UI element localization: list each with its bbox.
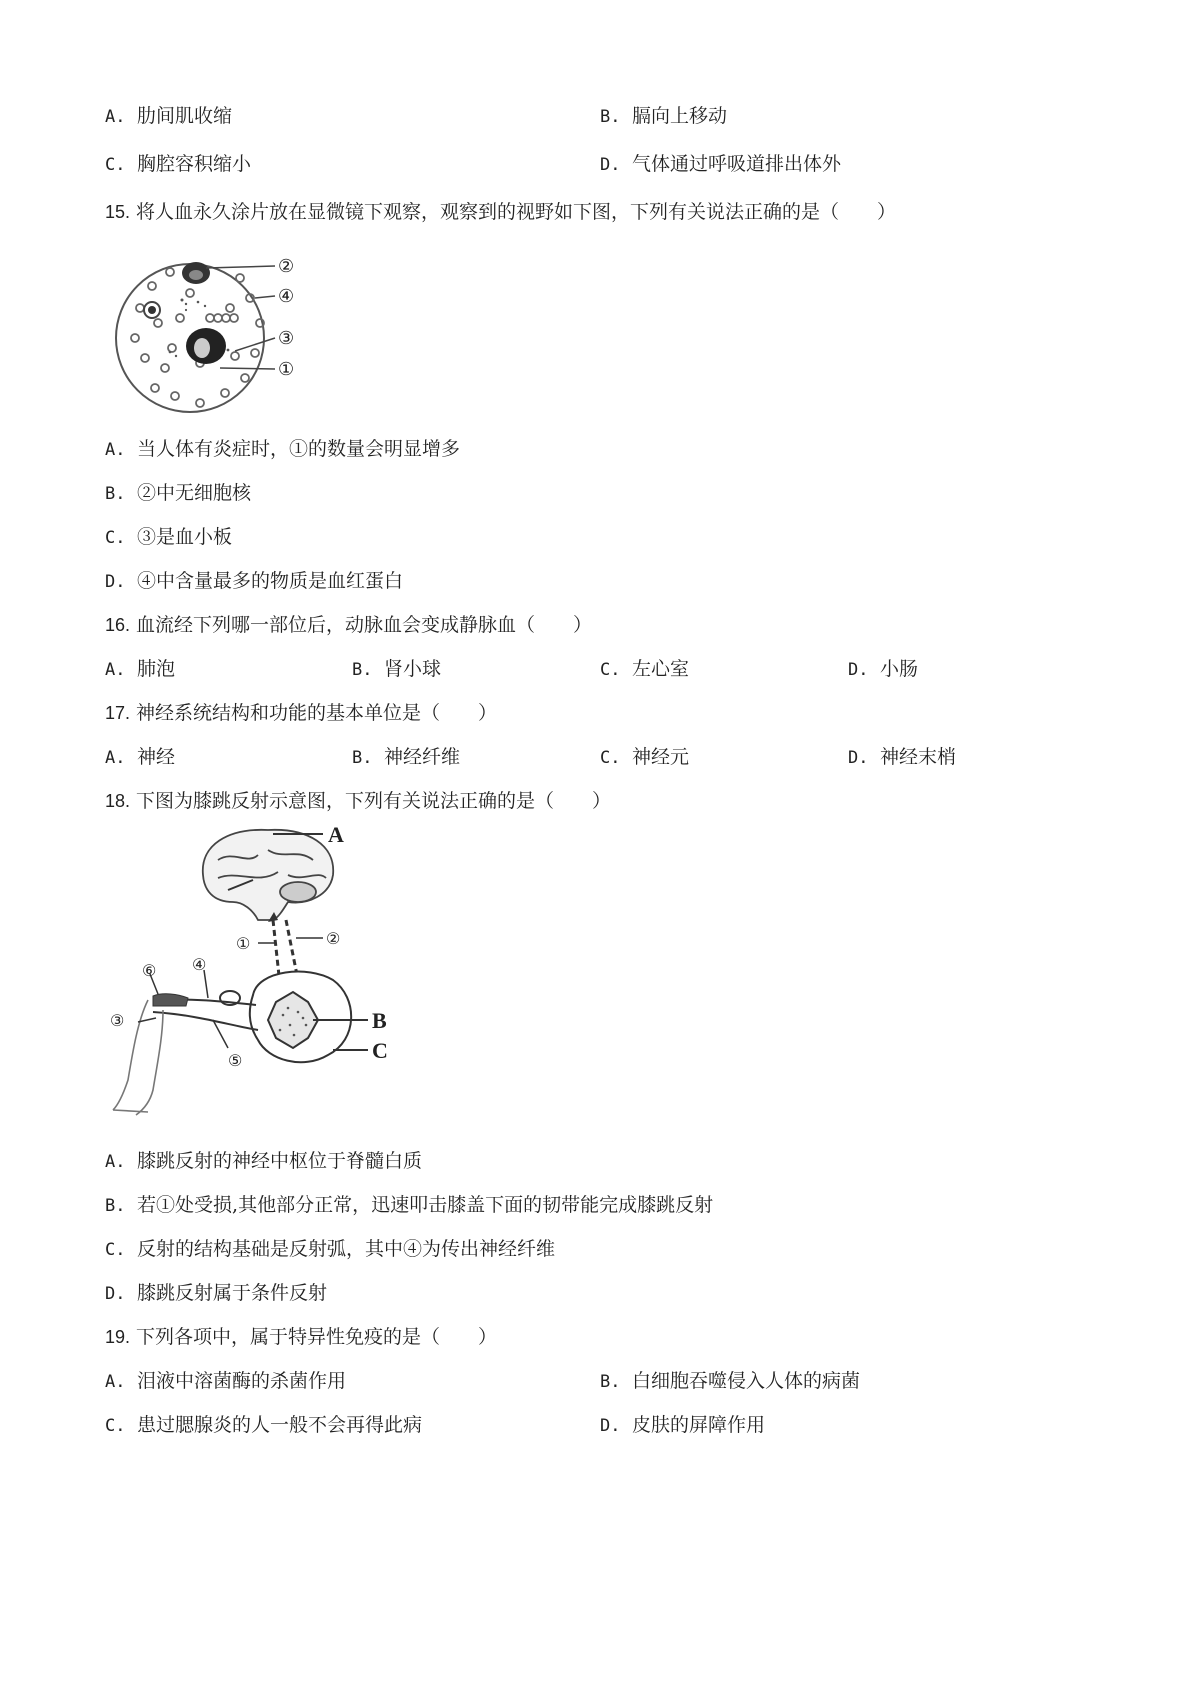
q15-option-c [105, 523, 232, 551]
label-n4: ④ [192, 957, 207, 974]
q17-option-b [352, 743, 460, 771]
option-letter: B. [600, 1372, 621, 1392]
option-letter: C. [600, 748, 621, 768]
label-1: ① [278, 359, 295, 379]
label-n2: ② [326, 931, 341, 948]
option-text: 若①处受损,其他部分正常，迅速叩击膝盖下面的韧带能完成膝跳反射 [137, 1194, 714, 1216]
question-text: 下列各项中，属于特异性免疫的是（ ） [136, 1326, 498, 1348]
option-letter: D. [600, 155, 621, 175]
spinal-cord [250, 972, 351, 1063]
q15-option-d [105, 567, 403, 595]
label-n5: ⑤ [228, 1053, 243, 1070]
brain [203, 830, 333, 920]
option-text: 肋间肌收缩 [137, 105, 233, 127]
q19-option-c [105, 1411, 422, 1439]
option-letter: C. [105, 155, 126, 175]
question-text: 血流经下列哪一部位后，动脉血会变成静脉血（ ） [136, 614, 593, 636]
label-A: A [328, 822, 344, 847]
q16-option-c [600, 655, 689, 683]
option-text: ③是血小板 [137, 526, 233, 548]
option-text: 当人体有炎症时，①的数量会明显增多 [137, 438, 461, 460]
option-letter: A. [105, 107, 126, 127]
q19-option-d [600, 1411, 765, 1439]
option-text: 白细胞吞噬侵入人体的病菌 [632, 1370, 861, 1392]
q17-option-d [848, 743, 956, 771]
q18-option-c [105, 1235, 555, 1263]
q14-option-d [600, 150, 841, 178]
option-text: 神经 [137, 746, 176, 768]
q19-stem [105, 1323, 497, 1351]
label-4: ④ [278, 286, 295, 306]
option-letter: C. [105, 1416, 126, 1436]
option-text: 膈向上移动 [632, 105, 728, 127]
q16-option-a [105, 655, 175, 683]
label-B: B [372, 1008, 387, 1033]
question-text: 下图为膝跳反射示意图，下列有关说法正确的是（ ） [136, 790, 612, 812]
question-text: 神经系统结构和功能的基本单位是（ ） [136, 702, 498, 724]
q18-option-b [105, 1191, 713, 1219]
question-number: 19. [105, 1327, 131, 1347]
option-letter: B. [352, 660, 373, 680]
q18-stem [105, 787, 611, 815]
q14-option-b [600, 102, 727, 130]
q17-option-a [105, 743, 175, 771]
option-text: 患过腮腺炎的人一般不会再得此病 [137, 1414, 423, 1436]
option-text: 气体通过呼吸道排出体外 [632, 153, 842, 175]
option-letter: A. [105, 1372, 126, 1392]
knee-reflex-diagram [108, 820, 448, 1120]
option-letter: D. [848, 660, 869, 680]
q16-stem [105, 611, 592, 639]
q18-option-a [105, 1147, 422, 1175]
option-letter: C. [105, 528, 126, 548]
option-text: 神经纤维 [384, 746, 461, 768]
label-C: C [372, 1038, 388, 1063]
option-text: 神经末梢 [880, 746, 957, 768]
question-number: 18. [105, 791, 131, 811]
option-text: 膝跳反射属于条件反射 [137, 1282, 328, 1304]
label-n3: ③ [110, 1013, 125, 1030]
option-text: 左心室 [632, 658, 690, 680]
q14-option-c [105, 150, 251, 178]
label-n6: ⑥ [142, 963, 157, 980]
q15-option-b [105, 479, 251, 507]
question-text: 将人血永久涂片放在显微镜下观察，观察到的视野如下图，下列有关说法正确的是（ ） [136, 201, 897, 223]
option-letter: B. [352, 748, 373, 768]
quadriceps [153, 994, 188, 1006]
label-3: ③ [278, 328, 295, 348]
q18-option-d [105, 1279, 327, 1307]
option-letter: A. [105, 440, 126, 460]
option-letter: D. [105, 1284, 126, 1304]
option-text: 胸腔容积缩小 [137, 153, 252, 175]
q15-option-a [105, 435, 460, 463]
knee-reflex-figure [108, 820, 448, 1125]
q17-option-c [600, 743, 689, 771]
option-text: 膝跳反射的神经中枢位于脊髓白质 [137, 1150, 423, 1172]
efferent-nerve [153, 1012, 258, 1030]
option-text: ②中无细胞核 [137, 482, 252, 504]
label-2: ② [278, 256, 295, 276]
q17-stem [105, 699, 497, 727]
q15-stem [105, 198, 896, 226]
question-number: 16. [105, 615, 131, 635]
option-text: ④中含量最多的物质是血红蛋白 [137, 570, 404, 592]
option-letter: D. [600, 1416, 621, 1436]
option-text: 肾小球 [384, 658, 442, 680]
option-letter: D. [848, 748, 869, 768]
label-n1: ① [236, 936, 251, 953]
q16-option-b [352, 655, 441, 683]
q14-option-a [105, 102, 232, 130]
option-text: 神经元 [632, 746, 690, 768]
option-letter: A. [105, 1152, 126, 1172]
q16-option-d [848, 655, 918, 683]
option-letter: B. [105, 484, 126, 504]
option-letter: A. [105, 748, 126, 768]
option-letter: A. [105, 660, 126, 680]
option-letter: B. [600, 107, 621, 127]
blood-smear-figure [110, 238, 360, 443]
question-number: 15. [105, 202, 131, 222]
q19-option-b [600, 1367, 860, 1395]
blood-smear-diagram [110, 238, 360, 438]
question-number: 17. [105, 703, 131, 723]
option-letter: C. [600, 660, 621, 680]
option-letter: B. [105, 1196, 126, 1216]
option-letter: C. [105, 1240, 126, 1260]
option-text: 肺泡 [137, 658, 176, 680]
option-letter: D. [105, 572, 126, 592]
option-text: 小肠 [880, 658, 919, 680]
q19-option-a [105, 1367, 346, 1395]
option-text: 泪液中溶菌酶的杀菌作用 [137, 1370, 347, 1392]
option-text: 皮肤的屏障作用 [632, 1414, 766, 1436]
option-text: 反射的结构基础是反射弧，其中④为传出神经纤维 [137, 1238, 556, 1260]
